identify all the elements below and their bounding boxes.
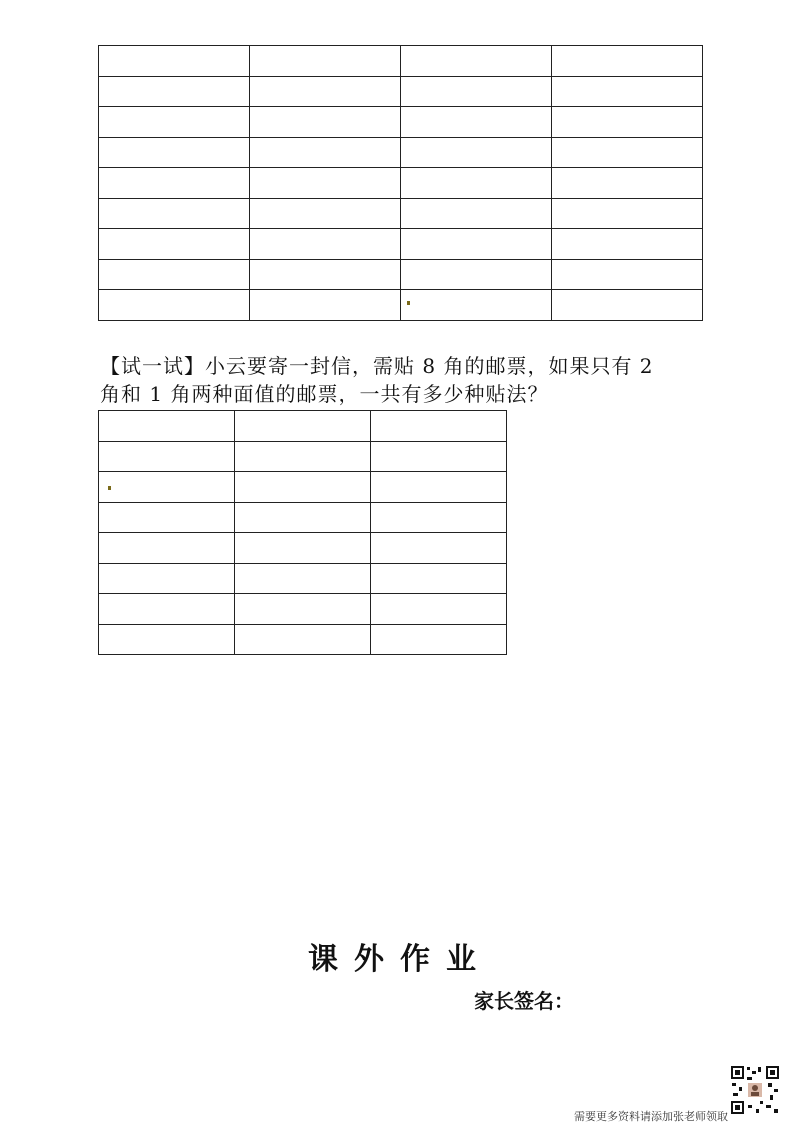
table-cell[interactable] bbox=[250, 290, 401, 321]
table-cell[interactable] bbox=[552, 107, 703, 138]
stray-mark bbox=[108, 486, 111, 490]
table-cell[interactable] bbox=[371, 472, 507, 503]
table-cell[interactable] bbox=[99, 411, 235, 442]
table-row bbox=[99, 441, 507, 472]
table-cell[interactable] bbox=[552, 76, 703, 107]
table-cell[interactable] bbox=[552, 229, 703, 260]
table-cell[interactable] bbox=[401, 46, 552, 77]
table-cell[interactable] bbox=[371, 441, 507, 472]
table-cell[interactable] bbox=[552, 137, 703, 168]
table-cell[interactable] bbox=[401, 107, 552, 138]
footer-note: 需要更多资料请添加张老师领取 bbox=[574, 1110, 728, 1123]
table-cell[interactable] bbox=[235, 563, 371, 594]
table-cell[interactable] bbox=[99, 76, 250, 107]
table-cell[interactable] bbox=[250, 107, 401, 138]
table-cell[interactable] bbox=[99, 137, 250, 168]
table-cell[interactable] bbox=[99, 107, 250, 138]
table-cell[interactable] bbox=[401, 76, 552, 107]
table-cell[interactable] bbox=[99, 441, 235, 472]
qr-code-icon bbox=[730, 1065, 780, 1115]
table-cell[interactable] bbox=[99, 563, 235, 594]
answer-table-2 bbox=[98, 410, 507, 655]
table-cell[interactable] bbox=[552, 198, 703, 229]
question-text bbox=[100, 352, 700, 408]
table-cell[interactable] bbox=[250, 137, 401, 168]
table-cell[interactable] bbox=[371, 502, 507, 533]
table-cell[interactable] bbox=[250, 198, 401, 229]
table-cell[interactable] bbox=[401, 259, 552, 290]
question-line-1: 【试一试】小云要寄一封信，需贴 8 角的邮票，如果只有 2 bbox=[100, 354, 654, 378]
table-row bbox=[99, 137, 703, 168]
table-cell[interactable] bbox=[401, 290, 552, 321]
table-cell[interactable] bbox=[250, 76, 401, 107]
table-cell[interactable] bbox=[99, 198, 250, 229]
table-cell[interactable] bbox=[371, 624, 507, 655]
table-cell[interactable] bbox=[250, 229, 401, 260]
table-cell[interactable] bbox=[99, 46, 250, 77]
table-cell[interactable] bbox=[99, 502, 235, 533]
parent-signature-label: 家长签名： bbox=[474, 989, 574, 1013]
table-row bbox=[99, 168, 703, 199]
table-row bbox=[99, 594, 507, 625]
table-row bbox=[99, 259, 703, 290]
table-cell[interactable] bbox=[99, 624, 235, 655]
table-cell[interactable] bbox=[99, 594, 235, 625]
table-cell[interactable] bbox=[552, 46, 703, 77]
table-cell[interactable] bbox=[250, 46, 401, 77]
question-line-2: 角和 1 角两种面值的邮票，一共有多少种贴法？ bbox=[100, 382, 549, 406]
table-cell[interactable] bbox=[235, 441, 371, 472]
table-cell[interactable] bbox=[401, 198, 552, 229]
table-row bbox=[99, 107, 703, 138]
table-cell[interactable] bbox=[99, 533, 235, 564]
table-cell[interactable] bbox=[99, 259, 250, 290]
table-row bbox=[99, 76, 703, 107]
table-cell[interactable] bbox=[235, 502, 371, 533]
table-cell[interactable] bbox=[552, 290, 703, 321]
table-cell[interactable] bbox=[250, 259, 401, 290]
table-cell[interactable] bbox=[235, 594, 371, 625]
table-row bbox=[99, 411, 507, 442]
table-cell[interactable] bbox=[401, 229, 552, 260]
table-cell[interactable] bbox=[401, 137, 552, 168]
table-cell[interactable] bbox=[99, 168, 250, 199]
table-cell[interactable] bbox=[250, 168, 401, 199]
homework-title: 课外作业 bbox=[308, 942, 492, 977]
table-row bbox=[99, 502, 507, 533]
answer-table-1 bbox=[98, 45, 703, 321]
table-row bbox=[99, 198, 703, 229]
table-cell[interactable] bbox=[99, 472, 235, 503]
table-row bbox=[99, 563, 507, 594]
table-cell[interactable] bbox=[235, 624, 371, 655]
table-cell[interactable] bbox=[371, 563, 507, 594]
table-row bbox=[99, 290, 703, 321]
table-cell[interactable] bbox=[99, 290, 250, 321]
table-cell[interactable] bbox=[235, 411, 371, 442]
table-row bbox=[99, 624, 507, 655]
table-cell[interactable] bbox=[371, 411, 507, 442]
table-cell[interactable] bbox=[99, 229, 250, 260]
table-cell[interactable] bbox=[552, 259, 703, 290]
stray-mark bbox=[407, 301, 410, 305]
table-cell[interactable] bbox=[401, 168, 552, 199]
table-cell[interactable] bbox=[371, 594, 507, 625]
table-row bbox=[99, 472, 507, 503]
table-row bbox=[99, 533, 507, 564]
table-row bbox=[99, 229, 703, 260]
table-row bbox=[99, 46, 703, 77]
table-cell[interactable] bbox=[235, 472, 371, 503]
table-cell[interactable] bbox=[235, 533, 371, 564]
table-cell[interactable] bbox=[552, 168, 703, 199]
table-cell[interactable] bbox=[371, 533, 507, 564]
